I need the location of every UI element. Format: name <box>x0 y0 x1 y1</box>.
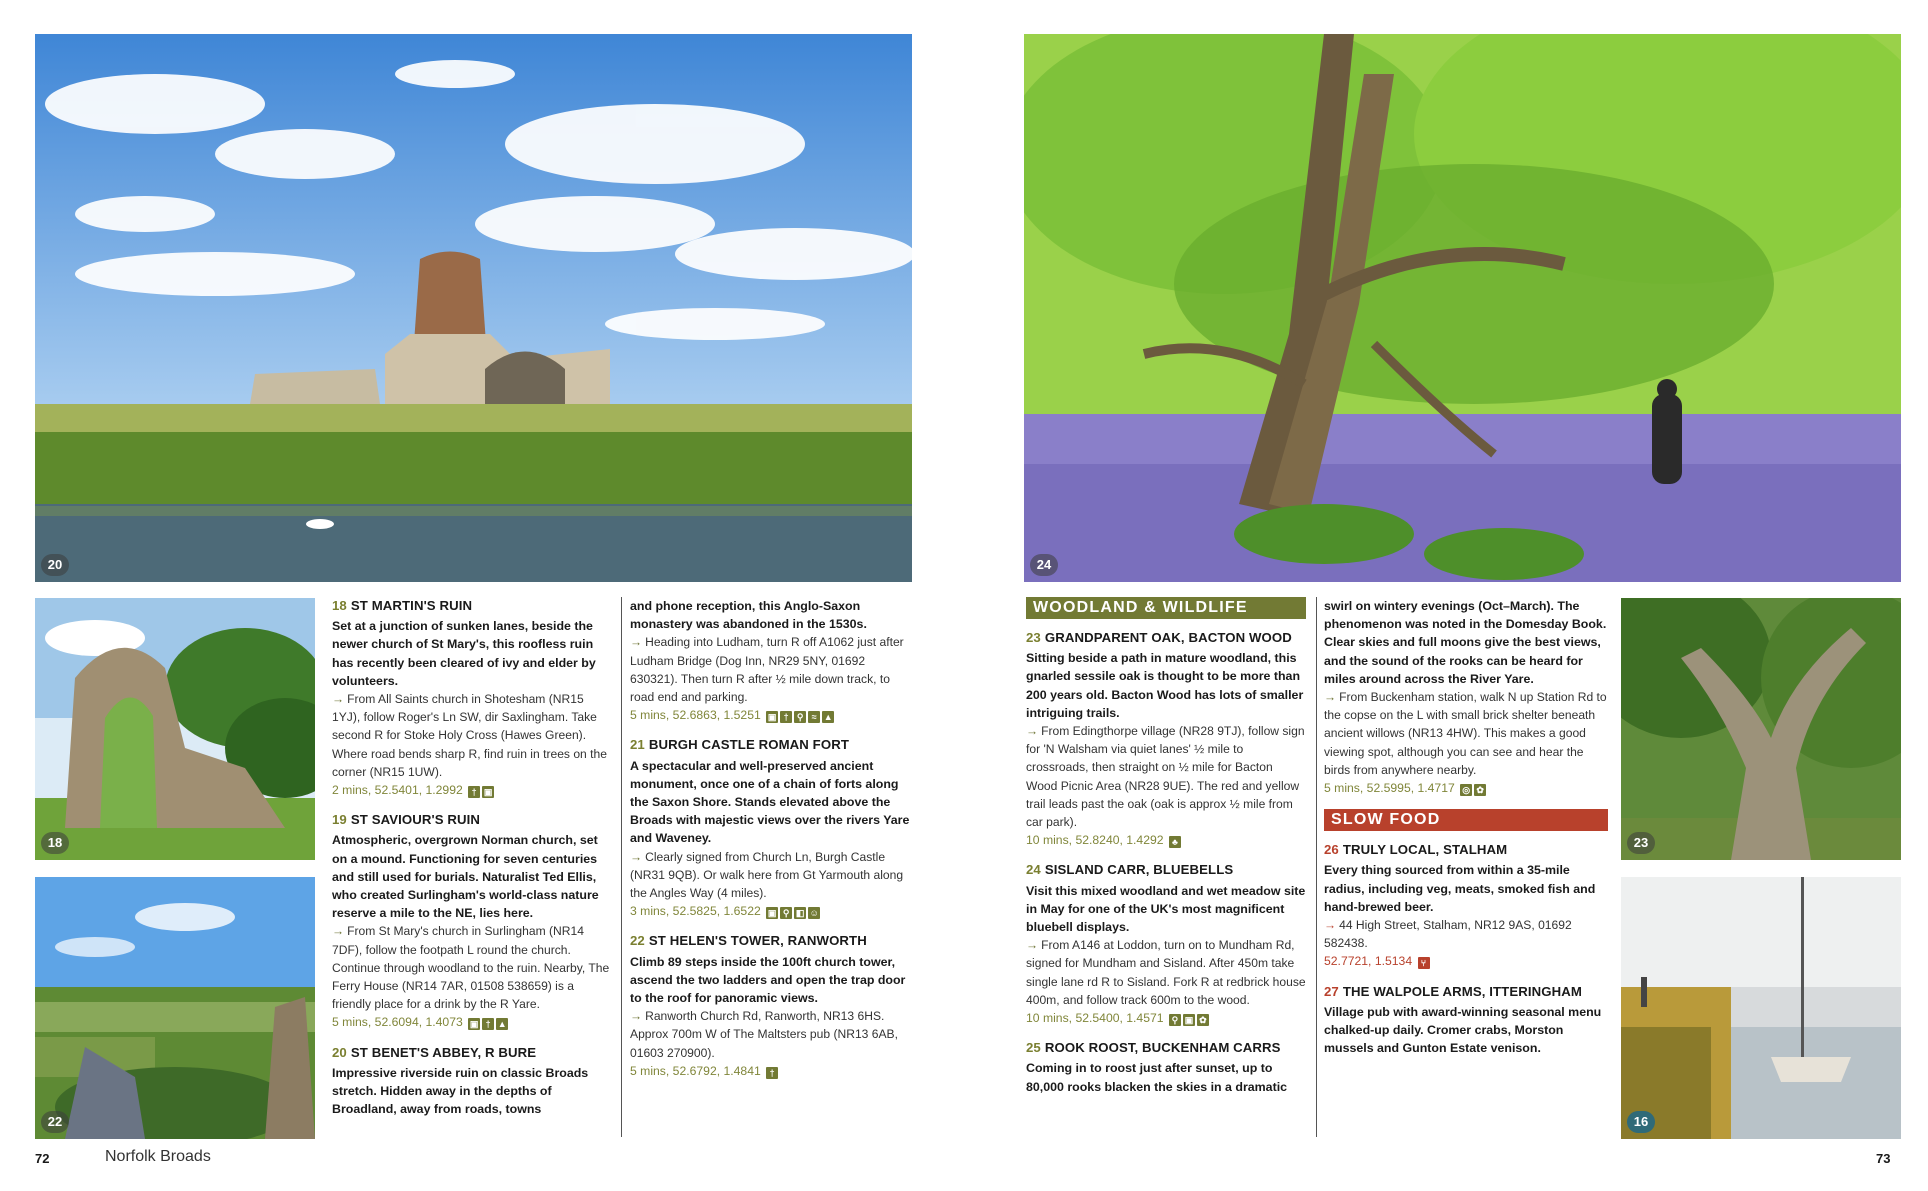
directions-text: From All Saints church in Shotesham (NR15 1YJ), follow Roger's Ln SW, dir Saxlingham. Take second R for Stoke Holy Cross (Hawes Green). Where road bends sharp R, find ruin in trees on the corner (NR15 1UW). <box>332 692 607 779</box>
directions-text: 44 High Street, Stalham, NR12 9AS, 01692 582438. <box>1324 918 1572 951</box>
entry-description: Atmospheric, overgrown Norman church, set on a mound. Functioning for seven centuries and still used for burials. Naturalist Ted Ellis, who created Surlingham's world-class nature reserve a mile to the NE, lies here. <box>332 833 599 921</box>
church-icon: † <box>780 711 792 723</box>
arrow-icon: → <box>1026 938 1039 953</box>
oak-tree-illustration <box>1621 598 1901 860</box>
entry-25 <box>1026 1039 1306 1096</box>
meta-text: 3 mins, 52.5825, 1.6522 <box>630 904 761 919</box>
arrow-icon: → <box>1324 690 1337 705</box>
entry-number: 18 <box>332 598 347 613</box>
entry-title <box>332 597 610 615</box>
photo-st-benets-abbey <box>35 34 912 582</box>
meta-text: 10 mins, 52.5400, 1.4571 <box>1026 1011 1164 1026</box>
camera-icon: ▣ <box>767 908 777 919</box>
entry-description: Climb 89 steps inside the 100ft church tower, ascend the two ladders and open the trap door to the roof for panoramic views. <box>630 954 906 1006</box>
entry-title <box>1026 629 1306 647</box>
meta-text: 10 mins, 52.8240, 1.4292 <box>1026 833 1164 848</box>
entry-directions <box>630 1007 912 1062</box>
entry-number: 20 <box>332 1044 347 1060</box>
directions-text: From A146 at Loddon, turn on to Mundham Rd, signed for Mundham and Sisland. After 450m take single lane rd R to Sisland. Fork R at redbrick house 400m, and follow track 600m to the wood. <box>1026 938 1306 1007</box>
entry-description: Visit this mixed woodland and wet meadow site in May for one of the UK's most magnificent bluebell displays. <box>1026 883 1306 935</box>
entry-20 <box>332 1044 610 1119</box>
entry-25-continued <box>1324 597 1608 797</box>
entry-title <box>630 736 912 754</box>
entry-directions <box>630 848 912 903</box>
entry-description: Every thing sourced from within a 35-mile radius, including veg, meats, smoked fish and hand-brewed beer. <box>1324 863 1596 914</box>
left-text-column-1 <box>332 597 610 1130</box>
column-divider <box>621 597 622 1137</box>
column-divider <box>1316 597 1317 1137</box>
binoculars-icon: ◎ <box>1460 784 1472 796</box>
entry-number: 22 <box>630 933 645 949</box>
hill-icon: ▲ <box>823 712 833 723</box>
entry-20-continued <box>630 597 912 724</box>
photo-grandparent-oak <box>1621 598 1901 860</box>
entry-meta <box>1026 831 1306 849</box>
entry-27 <box>1324 983 1608 1058</box>
arrow-icon: → <box>332 924 345 939</box>
arrow-icon: → <box>630 849 643 864</box>
flower-icon: ✿ <box>1474 784 1486 796</box>
entry-22 <box>630 932 912 1080</box>
arrow-icon: → <box>1026 724 1039 739</box>
entry-title-text: ST SAVIOUR'S RUIN <box>350 812 481 828</box>
directions-text: From Edingthorpe village (NR28 9TJ), follow sign for 'N Walsham via quiet lanes' ½ mile to crossroads, then straight on ½ mile for Bacton Wood Picnic Area (NR28 9UE). The red and yellow trail leads past the oak (oak is approx ½ mile from car park). <box>1026 724 1305 830</box>
entry-23 <box>1026 629 1306 849</box>
entry-directions <box>1324 916 1608 952</box>
boat-icon: ≈ <box>808 711 820 723</box>
section-heading-woodland: WOODLAND & WILDLIFE <box>1026 597 1306 619</box>
boat-illustration <box>1621 877 1901 1139</box>
church-icon: † <box>468 786 480 798</box>
directions-text: Ranworth Church Rd, Ranworth, NR13 6HS. Approx 700m W of The Maltsters pub (NR13 6AB, 01603 270900). <box>630 1009 898 1060</box>
meta-text: 5 mins, 52.6094, 1.4073 <box>332 1015 463 1030</box>
meta-text: 52.7721, 1.5134 <box>1324 954 1413 969</box>
section-heading-slow-food: SLOW FOOD <box>1324 809 1608 831</box>
entry-title-text: ST BENET'S ABBEY, R BURE <box>350 1044 537 1060</box>
entry-meta <box>630 902 912 920</box>
page-number-left: 72 <box>35 1151 50 1166</box>
directions-text: Heading into Ludham, turn R off A1062 just after Ludham Bridge (Dog Inn, NR29 5NY, 01692 630321). Then turn R after ½ mile down track, to road end and parking. <box>630 635 904 705</box>
right-text-column-2 <box>1324 597 1608 1069</box>
aerial-view-illustration <box>35 877 315 1139</box>
map-icon: ◧ <box>795 908 805 919</box>
entry-description: Coming in to roost just after sunset, up to 80,000 rooks blacken the skies in a dramatic <box>1026 1061 1288 1094</box>
entry-description: Village pub with award-winning seasonal menu chalked-up daily. Cromer crabs, Morston mussels and Gunton Estate venison. <box>1324 1004 1602 1056</box>
abbey-ruin-illustration <box>35 34 912 582</box>
walk-icon: ⚲ <box>780 907 792 919</box>
meta-text: 5 mins, 52.5995, 1.4717 <box>1324 781 1455 796</box>
entry-description-continued: and phone reception, this Anglo-Saxon monastery was abandoned in the 1530s. <box>630 599 867 632</box>
entry-meta <box>332 781 610 799</box>
arrow-icon: → <box>630 1009 643 1024</box>
entry-title-text: GRANDPARENT OAK, BACTON WOOD <box>1044 630 1292 645</box>
camera-icon: ▣ <box>767 712 777 723</box>
entry-number: 19 <box>332 812 347 828</box>
directions-text: From Buckenham station, walk N up Station Rd to the copse on the L with small brick shelter beneath ancient willows (NR13 4HW). This makes a good viewing spot, although you can see and hear the birds from anywhere nearby. <box>1324 690 1607 777</box>
arrow-icon: → <box>630 635 643 650</box>
photo-st-helens-tower-view <box>35 877 315 1139</box>
entry-number: 26 <box>1324 842 1339 858</box>
photo-number: 16 <box>1627 1111 1655 1133</box>
entry-title-text: SISLAND CARR, BLUEBELLS <box>1044 862 1234 878</box>
entry-title-text: THE WALPOLE ARMS, ITTERINGHAM <box>1342 983 1582 999</box>
entry-description: Set at a junction of sunken lanes, beside the newer church of St Mary's, this roofless ruin has recently been cleared of ivy and elder by volunteers. <box>332 619 596 688</box>
walk-icon: ⚲ <box>1169 1014 1181 1026</box>
entry-meta <box>1324 952 1608 970</box>
entry-number: 27 <box>1324 983 1339 999</box>
entry-description: Sitting beside a path in mature woodland, this gnarled sessile oak is thought to be more than 200 years old. Bacton Wood has lots of smaller intriguing trails. <box>1026 651 1304 720</box>
entry-number: 25 <box>1026 1040 1041 1056</box>
photo-number: 24 <box>1030 554 1058 576</box>
ruin-arch-illustration <box>35 598 315 860</box>
camera-icon: ▣ <box>469 1019 479 1030</box>
meta-text: 5 mins, 52.6792, 1.4841 <box>630 1063 761 1078</box>
book-title: Norfolk Broads <box>105 1148 211 1165</box>
entry-directions <box>630 633 912 706</box>
photo-sisland-bluebells <box>1024 34 1901 582</box>
entry-meta <box>630 706 912 724</box>
directions-text: Clearly signed from Church Ln, Burgh Castle (NR31 9QB). Or walk here from Gt Yarmouth along the Angles Way (4 miles). <box>630 849 904 901</box>
page-number-right: 73 <box>1876 1151 1891 1166</box>
entry-meta <box>1324 779 1608 797</box>
entry-title <box>1026 861 1306 879</box>
church-icon: † <box>482 1018 494 1030</box>
hill-icon: ▲ <box>497 1019 507 1030</box>
photo-broads-boat <box>1621 877 1901 1139</box>
entry-title-text: ROOK ROOST, BUCKENHAM CARRS <box>1044 1040 1281 1056</box>
photo-number: 22 <box>41 1111 69 1133</box>
family-icon: ☺ <box>809 908 819 919</box>
entry-18 <box>332 597 610 799</box>
arrow-icon: → <box>332 692 345 707</box>
entry-title <box>630 932 912 950</box>
entry-directions <box>1026 936 1306 1009</box>
entry-title-text: ST MARTIN'S RUIN <box>350 598 473 613</box>
walk-icon: ⚲ <box>794 711 806 723</box>
photo-st-martins-ruin <box>35 598 315 860</box>
entry-directions <box>1026 722 1306 831</box>
entry-24 <box>1026 861 1306 1027</box>
entry-title <box>1324 841 1608 859</box>
entry-21 <box>630 736 912 920</box>
camera-icon: ▣ <box>1184 1015 1194 1026</box>
directions-text: From St Mary's church in Surlingham (NR14 7DF), follow the footpath L round the church. Continue through woodland to the ruin. Nearby, The Ferry House (NR14 7AR, 01508 538659) is a friendly place for a drink by the R Yare. <box>332 924 610 1012</box>
entry-meta <box>630 1062 912 1080</box>
entry-directions <box>332 690 610 781</box>
entry-directions <box>1324 688 1608 779</box>
right-text-column-1 <box>1026 597 1306 1108</box>
entry-26 <box>1324 841 1608 970</box>
entry-meta <box>332 1013 610 1031</box>
entry-description: A spectacular and well-preserved ancient monument, once one of a chain of forts along the Saxon Shore. Stands elevated above the Broads with majestic views over the rivers Yare and Waveney. <box>630 758 910 846</box>
entry-number: 24 <box>1026 862 1041 878</box>
entry-title <box>1026 1039 1306 1057</box>
fork-knife-icon: ⑂ <box>1418 957 1430 969</box>
entry-title <box>332 1044 610 1062</box>
bluebell-wood-illustration <box>1024 34 1901 582</box>
entry-number: 21 <box>630 737 645 753</box>
entry-title <box>1324 983 1608 1001</box>
photo-number: 20 <box>41 554 69 576</box>
camera-icon: ▣ <box>483 787 493 798</box>
entry-description: Impressive riverside ruin on classic Broads stretch. Hidden away in the depths of Broadland, away from roads, towns <box>332 1065 589 1117</box>
entry-title <box>332 811 610 829</box>
flower-icon: ✿ <box>1197 1014 1209 1026</box>
photo-number: 23 <box>1627 832 1655 854</box>
entry-title-text: BURGH CASTLE ROMAN FORT <box>648 737 849 753</box>
church-icon: † <box>766 1067 778 1079</box>
arrow-icon: → <box>1324 918 1337 933</box>
tree-icon: ♣ <box>1169 836 1181 848</box>
photo-number: 18 <box>41 832 69 854</box>
entry-description-continued: swirl on wintery evenings (Oct–March). The phenomenon was noted in the Domesday Book. Clear skies and full moons give the best views, and the sound of the rooks can be heard for miles around across the River Yare. <box>1324 599 1607 686</box>
left-text-column-2 <box>630 597 912 1092</box>
meta-text: 5 mins, 52.6863, 1.5251 <box>630 708 761 723</box>
entry-19 <box>332 811 610 1031</box>
entry-number: 23 <box>1026 630 1041 645</box>
entry-directions <box>332 922 610 1013</box>
entry-meta <box>1026 1009 1306 1027</box>
meta-text: 2 mins, 52.5401, 1.2992 <box>332 783 463 798</box>
entry-title-text: TRULY LOCAL, STALHAM <box>1342 842 1508 858</box>
entry-title-text: ST HELEN'S TOWER, RANWORTH <box>648 933 867 949</box>
